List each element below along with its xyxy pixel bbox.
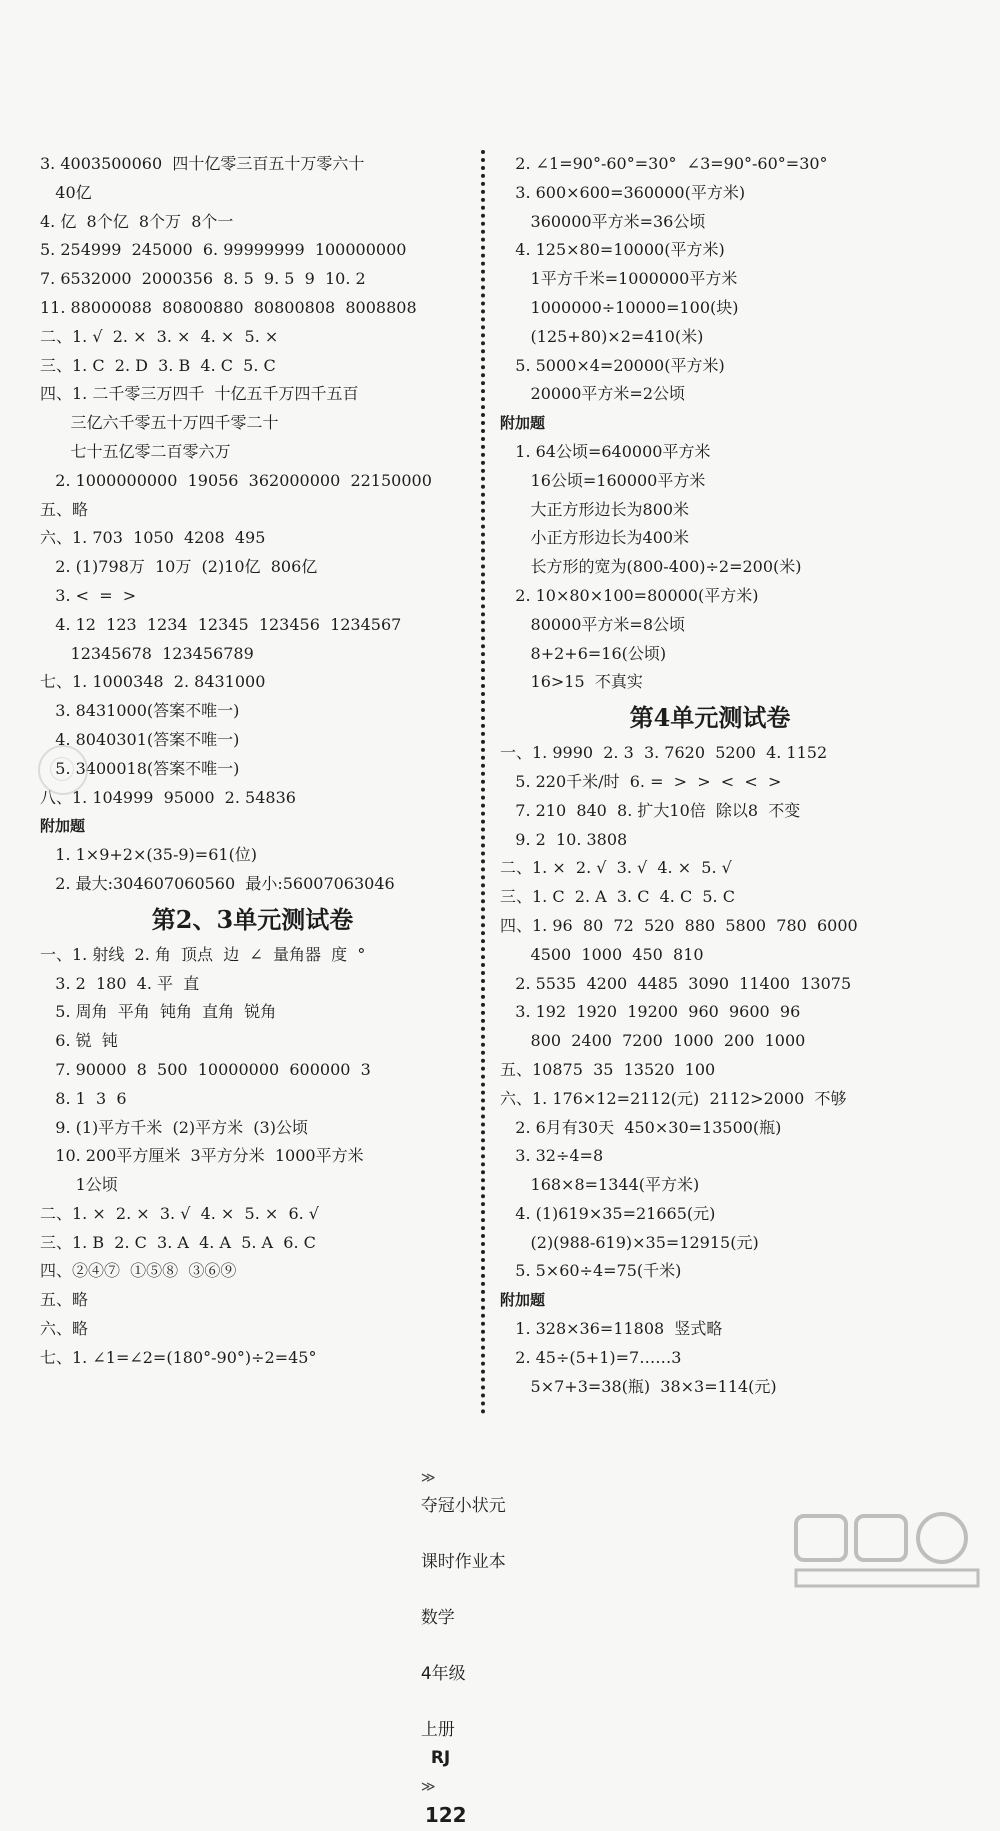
answer-line: 3. 600×600=360000(平方米) bbox=[500, 182, 746, 202]
answer-line: 三、1. C 2. A 3. C 4. C 5. C bbox=[500, 887, 735, 907]
bonus-heading: 附加题 bbox=[40, 817, 86, 836]
answer-line: 二、1. × 2. √ 3. √ 4. × 5. √ bbox=[500, 858, 732, 878]
answer-line: 5. 220千米/时 6. = > > < < > bbox=[500, 771, 782, 791]
answer-line: 2. 45÷(5+1)=7……3 bbox=[500, 1347, 682, 1367]
answer-line: (125+80)×2=410(米) bbox=[500, 326, 704, 346]
answer-line: 4. 125×80=10000(平方米) bbox=[500, 240, 725, 260]
answer-line: 4. 亿 8个亿 8个万 8个一 bbox=[40, 211, 234, 231]
answer-line: 5. 周角 平角 钝角 直角 锐角 bbox=[40, 1002, 277, 1022]
answer-line: 2. 最大:304607060560 最小:56007063046 bbox=[40, 873, 395, 893]
answer-line: 8+2+6=16(公顷) bbox=[500, 643, 667, 663]
answer-line: 六、略 bbox=[40, 1319, 89, 1339]
answer-line: 3. 32÷4=8 bbox=[500, 1146, 604, 1166]
answer-line: 5. 3400018(答案不唯一) bbox=[40, 758, 240, 778]
page-number: 122 bbox=[424, 1803, 467, 1827]
answer-line: 2. 6月有30天 450×30=13500(瓶) bbox=[500, 1117, 782, 1137]
answer-line: 7. 90000 8 500 10000000 600000 3 bbox=[40, 1059, 371, 1079]
section-heading: 第4单元测试卷 bbox=[629, 703, 791, 733]
answer-line: 5×7+3=38(瓶) 38×3=114(元) bbox=[500, 1376, 777, 1396]
answer-line: 长方形的宽为(800-400)÷2=200(米) bbox=[500, 557, 802, 577]
bonus-heading: 附加题 bbox=[500, 1291, 546, 1310]
footer-volume: 上册 bbox=[420, 1720, 455, 1740]
footer-edition: RJ bbox=[430, 1748, 451, 1768]
answer-line: 大正方形边长为800米 bbox=[500, 499, 690, 519]
answer-line: 3. 2 180 4. 平 直 bbox=[40, 973, 200, 993]
footer-arrow-left-icon: ≫ bbox=[420, 1470, 436, 1486]
answer-line: 168×8=1344(平方米) bbox=[500, 1175, 700, 1195]
answer-line: 6. 锐 钝 bbox=[40, 1031, 118, 1051]
footer-arrow-right-icon: ≫ bbox=[420, 1779, 436, 1795]
left-answer-column bbox=[40, 150, 465, 1373]
answer-line: 4. (1)619×35=21665(元) bbox=[500, 1203, 716, 1223]
answer-line: 二、1. × 2. × 3. √ 4. × 5. × 6. √ bbox=[40, 1203, 319, 1223]
answer-line: 四、1. 二千零三万四千 十亿五千万四千五百 bbox=[40, 384, 359, 404]
answer-line: 2. ∠1=90°-60°=30° ∠3=90°-60°=30° bbox=[500, 154, 828, 173]
answer-line: 5. 5×60÷4=75(千米) bbox=[500, 1261, 682, 1281]
answer-line: 2. 1000000000 19056 362000000 22150000 bbox=[40, 470, 432, 490]
answer-line: 360000平方米=36公顷 bbox=[500, 211, 706, 231]
column-divider bbox=[481, 150, 485, 1415]
answer-line: 800 2400 7200 1000 200 1000 bbox=[500, 1031, 806, 1051]
answer-line: 7. 210 840 8. 扩大10倍 除以8 不变 bbox=[500, 800, 801, 820]
answer-line: 2. 10×80×100=80000(平方米) bbox=[500, 585, 759, 605]
answer-line: 1. 328×36=11808 竖式略 bbox=[500, 1319, 723, 1339]
answer-line: 5. 254999 245000 6. 99999999 100000000 bbox=[40, 240, 407, 260]
answer-line: 7. 6532000 2000356 8. 5 9. 5 9 10. 2 bbox=[40, 269, 366, 289]
answer-line: 四、②④⑦ ①⑤⑧ ③⑥⑨ bbox=[40, 1261, 237, 1281]
answer-line: 1公顷 bbox=[40, 1175, 118, 1195]
answer-line: 一、1. 射线 2. 角 顶点 边 ∠ 量角器 度 ° bbox=[40, 944, 366, 964]
answer-line: 四、1. 96 80 72 520 880 5800 780 6000 bbox=[500, 915, 858, 935]
right-answer-column bbox=[500, 150, 920, 1401]
answer-line: 3. < = > bbox=[40, 585, 137, 605]
answer-line: 1平方千米=1000000平方米 bbox=[500, 269, 738, 289]
answer-line: 八、1. 104999 95000 2. 54836 bbox=[40, 787, 296, 807]
answer-line: 2. 5535 4200 4485 3090 11400 13075 bbox=[500, 973, 852, 993]
answer-line: 4500 1000 450 810 bbox=[500, 944, 704, 964]
answer-line: 五、略 bbox=[40, 1290, 89, 1310]
answer-line: 16>15 不真实 bbox=[500, 672, 643, 692]
answer-line: 11. 88000088 80800880 80800808 8008808 bbox=[40, 297, 417, 317]
answer-line: 3. 192 1920 19200 960 9600 96 bbox=[500, 1002, 801, 1022]
answer-line: 1. 64公顷=640000平方米 bbox=[500, 441, 711, 461]
answer-line: 4. 12 123 1234 12345 123456 1234567 bbox=[40, 614, 402, 634]
answer-line: 16公顷=160000平方米 bbox=[500, 470, 706, 490]
answer-line: (2)(988-619)×35=12915(元) bbox=[500, 1232, 759, 1252]
answer-line: 40亿 bbox=[40, 182, 92, 202]
answer-line: 三亿六千零五十万四千零二十 bbox=[40, 413, 279, 433]
answer-line: 9. 2 10. 3808 bbox=[500, 829, 628, 849]
faint-stamp-mark bbox=[38, 745, 88, 795]
answer-line: 8. 1 3 6 bbox=[40, 1088, 127, 1108]
footer-brand: 夺冠小状元 bbox=[420, 1496, 506, 1516]
answer-line: 2. (1)798万 10万 (2)10亿 806亿 bbox=[40, 557, 318, 577]
watermark-logo-icon bbox=[792, 1512, 982, 1592]
answer-line: 10. 200平方厘米 3平方分米 1000平方米 bbox=[40, 1146, 364, 1166]
page-footer bbox=[410, 1435, 506, 1827]
answer-line: 五、略 bbox=[40, 499, 89, 519]
answer-line: 3. 4003500060 四十亿零三百五十万零六十 bbox=[40, 154, 365, 173]
answer-line: 七、1. ∠1=∠2=(180°-90°)÷2=45° bbox=[40, 1347, 317, 1367]
answer-line: 七十五亿零二百零六万 bbox=[40, 441, 231, 461]
answer-line: 二、1. √ 2. × 3. × 4. × 5. × bbox=[40, 326, 279, 346]
bonus-heading: 附加题 bbox=[500, 414, 546, 433]
answer-line: 六、1. 176×12=2112(元) 2112>2000 不够 bbox=[500, 1088, 847, 1108]
answer-line: 5. 5000×4=20000(平方米) bbox=[500, 355, 725, 375]
answer-line: 3. 8431000(答案不唯一) bbox=[40, 701, 240, 721]
footer-subject: 数学 bbox=[420, 1608, 455, 1628]
answer-line: 一、1. 9990 2. 3 3. 7620 5200 4. 1152 bbox=[500, 743, 828, 763]
footer-grade: 4年级 bbox=[420, 1664, 466, 1684]
answer-line: 1. 1×9+2×(35-9)=61(位) bbox=[40, 845, 258, 865]
answer-line: 4. 8040301(答案不唯一) bbox=[40, 729, 240, 749]
answer-line: 五、10875 35 13520 100 bbox=[500, 1059, 716, 1079]
answer-line: 12345678 123456789 bbox=[40, 643, 254, 663]
answer-line: 小正方形边长为400米 bbox=[500, 528, 690, 548]
answer-line: 六、1. 703 1050 4208 495 bbox=[40, 528, 266, 548]
footer-book: 课时作业本 bbox=[420, 1552, 506, 1572]
answer-line: 80000平方米=8公顷 bbox=[500, 614, 686, 634]
answer-line: 三、1. B 2. C 3. A 4. A 5. A 6. C bbox=[40, 1232, 316, 1252]
answer-line: 9. (1)平方千米 (2)平方米 (3)公顷 bbox=[40, 1117, 308, 1137]
answer-line: 20000平方米=2公顷 bbox=[500, 384, 686, 404]
answer-line: 1000000÷10000=100(块) bbox=[500, 297, 739, 317]
answer-line: 七、1. 1000348 2. 8431000 bbox=[40, 672, 266, 692]
section-heading: 第2、3单元测试卷 bbox=[151, 904, 354, 934]
answer-line: 三、1. C 2. D 3. B 4. C 5. C bbox=[40, 355, 276, 375]
